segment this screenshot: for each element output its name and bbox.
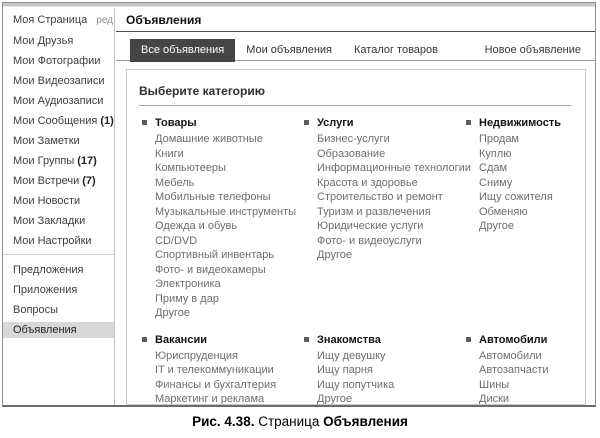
category-link[interactable]: Фото- и видеокамеры: [155, 263, 266, 276]
sidebar-item-label: Мои Встречи: [13, 175, 80, 187]
sidebar-item[interactable]: [3, 133, 114, 149]
sidebar-item[interactable]: [3, 213, 114, 229]
category-link[interactable]: Маркетинг и реклама: [155, 393, 265, 405]
category-link[interactable]: Продам: [479, 133, 519, 145]
category-link[interactable]: Сдам: [479, 162, 508, 174]
sidebar-item[interactable]: [3, 322, 114, 338]
sidebar-item-label: Мои Группы: [13, 155, 75, 167]
sidebar-item[interactable]: [3, 113, 114, 129]
sidebar-item[interactable]: [3, 282, 114, 298]
sidebar-item-label: Объявления: [13, 324, 77, 336]
figure-caption: [0, 414, 600, 429]
category-link[interactable]: Другое: [317, 249, 352, 261]
category-link[interactable]: Туризм и развлечения: [317, 205, 431, 218]
category-title[interactable]: Товары: [155, 117, 301, 129]
tab-my-ads[interactable]: Мои объявления: [246, 44, 332, 56]
sidebar-item-count-badge: (1): [100, 115, 114, 127]
category-link[interactable]: Мебель: [155, 176, 195, 189]
caption-page-name: Объявления: [323, 414, 408, 429]
category-block: [301, 334, 463, 406]
category-block: [139, 334, 301, 406]
category-link[interactable]: Автозапчасти: [479, 364, 549, 376]
category-title[interactable]: Вакансии: [155, 334, 301, 346]
sidebar-item-label: Мои Настройки: [13, 235, 92, 247]
sidebar-item-label: Мои Сообщения: [13, 115, 98, 127]
sidebar-item[interactable]: [3, 12, 114, 29]
tabs: [130, 44, 449, 61]
screenshot-frame: [2, 2, 596, 407]
category-block: [139, 117, 301, 321]
category-link[interactable]: Информационные технологии: [317, 162, 471, 174]
category-link[interactable]: Диски: [479, 393, 510, 405]
sidebar-item-label: Вопросы: [13, 304, 59, 316]
category-block: [463, 334, 571, 406]
category-link[interactable]: Ищу попутчика: [317, 378, 395, 391]
sidebar-item-label: Моя Страница: [13, 14, 88, 26]
category-link[interactable]: Образование: [317, 147, 386, 160]
sidebar-item[interactable]: [3, 233, 114, 249]
category-link[interactable]: Другое: [479, 220, 514, 232]
sidebar-item[interactable]: [3, 53, 114, 69]
sidebar-item-count-badge: (7): [82, 175, 96, 187]
top-strip: [3, 3, 595, 7]
category-link[interactable]: Мобильные телефоны: [155, 191, 271, 203]
sidebar-item-label: Приложения: [13, 284, 78, 296]
sidebar-item-label: Мои Закладки: [13, 215, 86, 227]
sidebar: [3, 8, 115, 405]
category-link[interactable]: Юриспруденция: [155, 349, 238, 362]
category-title[interactable]: Услуги: [317, 117, 463, 129]
category-link[interactable]: Ищу сожителя: [479, 191, 553, 203]
sidebar-item-label: Предложения: [13, 264, 84, 276]
sidebar-group-services: [3, 262, 114, 338]
category-link[interactable]: Строительство и ремонт: [317, 191, 443, 203]
tabs-bar: [116, 39, 595, 61]
sidebar-item[interactable]: [3, 93, 114, 109]
category-link[interactable]: Домашние животные: [155, 133, 263, 145]
category-link[interactable]: Обменяю: [479, 205, 528, 218]
sidebar-item-label: Мои Фотографии: [13, 55, 101, 67]
sidebar-item[interactable]: [3, 262, 114, 278]
category-link[interactable]: Книги: [155, 147, 184, 160]
category-link[interactable]: Куплю: [479, 147, 512, 160]
sidebar-divider: [3, 254, 114, 255]
square-bullet-icon: [304, 120, 309, 125]
category-link[interactable]: Финансы и бухгалтерия: [155, 378, 277, 391]
sidebar-item[interactable]: [3, 193, 114, 209]
caption-figure-number: Рис. 4.38.: [192, 414, 255, 429]
category-link[interactable]: Красота и здоровье: [317, 176, 418, 189]
category-link[interactable]: Одежда и обувь: [155, 220, 238, 232]
square-bullet-icon: [142, 120, 147, 125]
category-link[interactable]: Бизнес-услуги: [317, 133, 390, 145]
sidebar-item-label: Мои Аудиозаписи: [13, 95, 104, 107]
category-link[interactable]: Приму в дар: [155, 292, 219, 305]
category-link[interactable]: Ищу девушку: [317, 349, 386, 362]
category-link[interactable]: Ищу парня: [317, 364, 373, 376]
category-link[interactable]: Другое: [155, 307, 190, 319]
category-block: [463, 117, 571, 234]
category-link[interactable]: Автомобили: [479, 349, 542, 362]
sidebar-item[interactable]: [3, 153, 114, 169]
category-link[interactable]: Другое: [317, 393, 352, 405]
category-link[interactable]: Фото- и видеоуслуги: [317, 234, 422, 247]
tab-all-ads[interactable]: Все объявления: [130, 39, 235, 62]
sidebar-item-label: Мои Друзья: [13, 35, 74, 47]
category-link[interactable]: Шины: [479, 378, 510, 391]
category-link[interactable]: Компьютееры: [155, 162, 226, 174]
square-bullet-icon: [304, 337, 309, 342]
sidebar-item[interactable]: [3, 173, 114, 189]
square-bullet-icon: [466, 120, 471, 125]
category-link[interactable]: Музыкальные инструменты: [155, 205, 297, 218]
sidebar-item-label: Мои Заметки: [13, 135, 80, 147]
sidebar-item[interactable]: [3, 302, 114, 318]
sidebar-group-main: [3, 12, 114, 249]
sidebar-item-count-badge: (17): [77, 155, 97, 167]
category-link[interactable]: Юридические услуги: [317, 220, 424, 232]
category-title[interactable]: Знакомства: [317, 334, 463, 346]
main-area: [116, 8, 595, 405]
square-bullet-icon: [142, 337, 147, 342]
tab-goods-catalog[interactable]: Каталог товаров: [354, 44, 438, 56]
category-link[interactable]: IT и телекоммуникации: [155, 364, 274, 376]
page-title: Объявления: [116, 8, 595, 32]
category-title[interactable]: Недвижимость: [479, 117, 571, 129]
category-title[interactable]: Автомобили: [479, 334, 571, 346]
category-link[interactable]: Спортивный инвентарь: [155, 249, 275, 261]
category-link[interactable]: Электроника: [155, 278, 221, 290]
sidebar-item-edit-link[interactable]: ред.: [96, 15, 116, 26]
category-block: [301, 117, 471, 263]
category-link[interactable]: Сниму: [479, 176, 513, 189]
choose-category-title: Выберите категорию: [139, 84, 571, 106]
sidebar-item-label: Мои Новости: [13, 195, 81, 207]
category-link[interactable]: CD/DVD: [155, 234, 198, 247]
square-bullet-icon: [466, 337, 471, 342]
content-box: [126, 69, 586, 405]
category-grid: [139, 117, 571, 405]
new-ad-link[interactable]: Новое объявление: [484, 44, 581, 56]
sidebar-item[interactable]: [3, 33, 114, 49]
sidebar-item-label: Мои Видеозаписи: [13, 75, 105, 87]
sidebar-item[interactable]: [3, 73, 114, 89]
caption-text: Страница: [254, 414, 324, 429]
